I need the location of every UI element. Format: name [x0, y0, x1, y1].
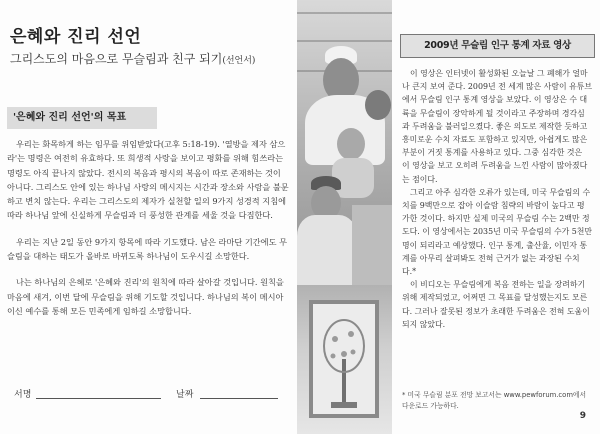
page-number: 9 [579, 411, 586, 421]
footnote: * 미국 무슬림 분포 전망 보고서는 www.pewforum.com에서 다운로드 가능하다. [402, 391, 587, 410]
left-body-text [7, 137, 289, 318]
page-title: 은혜와 진리 선언 [10, 27, 142, 47]
body-paragraph: 이 비디오는 무슬림에게 복음 전하는 일을 장려하기 위해 제작되었고, 어쩌면 그 목표를 달성했는지도 모른다. 그러나 잘못된 정보가 초래한 두려움은 전혀 도움이 되지 않았다. [402, 280, 590, 329]
date-line[interactable] [200, 398, 278, 399]
signature-line[interactable] [36, 398, 161, 399]
decorative-tile-image [309, 300, 379, 418]
body-paragraph: 그리고 아주 심각한 오류가 있는데, 미국 무슬림의 수치를 9백만으로 잡아 이슬람 침략의 바람이 높다고 평가한 것이다. 하지만 실제 미국의 무슬림 수는 2백만 정도다. 이 영상에서는 2035년 미국 무슬림의 수가 5천만 명이 되리라고 예상했다. 인구 통계, 출산율, 이민자 통계를 아무리 살펴봐도 전혀 근거가 없는 과장된 수치다.* [402, 187, 592, 277]
signature-label: 서명 [14, 390, 32, 400]
left-page [0, 0, 297, 434]
right-body-text [402, 67, 592, 331]
body-paragraph: 우리는 화목하게 하는 임무를 위임받았다(고후 5:18-19). '열방을 제자 삼으라'는 명령은 여전히 유효하다. 또 희생적 사랑을 보이고 평화를 위해 힘쓰라는 명령도 아직 끝나지 않았다. 전시의 복음과 평시의 복음이 따로 존재하는 것이 아니다. 그리스도 안에 있는 하나님 사랑의 메시지는 시간과 장소와 사람을 불문하고 변치 않는다. 우리는 그리스도의 제자가 실천할 일의 9가지 성경적 지침에 따라 하나님 앞에 신실하게 무슬림과 더 풍성한 관계를 세울 것을 다짐한다. [7, 139, 289, 221]
date-label: 날짜 [176, 390, 194, 400]
body-paragraph: 이 영상은 인터넷이 활성화된 오늘날 그 폐해가 얼마나 큰지 보여 준다. 2009년 전 세계 많은 사람이 유튜브에서 무슬림 인구 통계 영상을 보았다. 이 영상은 수 대륙을 무슬림이 장악하게 될 것이라고 주장하며 경각심과 두려움을 불러일으켰다. 좋은 의도로 제작한 듯하고 흥미로운 수치 자료도 포함하고 있지만, 아쉽게도 많은 부분이 거짓 통계를 사용하고 있다. 그중 심각한 것은 이 영상을 보고 오히려 두려움을 느낀 사람이 많아졌다는 점이다. [402, 69, 592, 184]
goal-heading: '은혜와 진리 선언'의 목표 [7, 107, 157, 129]
crowd-photo [297, 0, 392, 434]
page-subtitle [10, 50, 255, 67]
right-page [392, 0, 600, 434]
subtitle-note: (선언서) [222, 56, 256, 66]
body-paragraph: 우리는 지난 2일 동안 9가지 항목에 따라 기도했다. 남은 라마단 기간에도 무슬림을 대하는 태도가 올바로 바뀌도록 하나님이 도우시길 소망한다. [7, 236, 288, 262]
section-heading: 2009년 무슬림 인구 통계 자료 영상 [400, 34, 595, 58]
body-paragraph: 나는 하나님의 은혜로 '은혜와 진리'의 원칙에 따라 살아갈 것입니다. 원칙을 마음에 새겨, 이번 달에 무슬림을 위해 기도할 것입니다. 하나님의 복이 메시아이신 예수를 통해 모든 민족에게 임하길 소망합니다. [7, 277, 284, 316]
subtitle-text: 그리스도의 마음으로 무슬림과 친구 되기 [10, 52, 223, 66]
